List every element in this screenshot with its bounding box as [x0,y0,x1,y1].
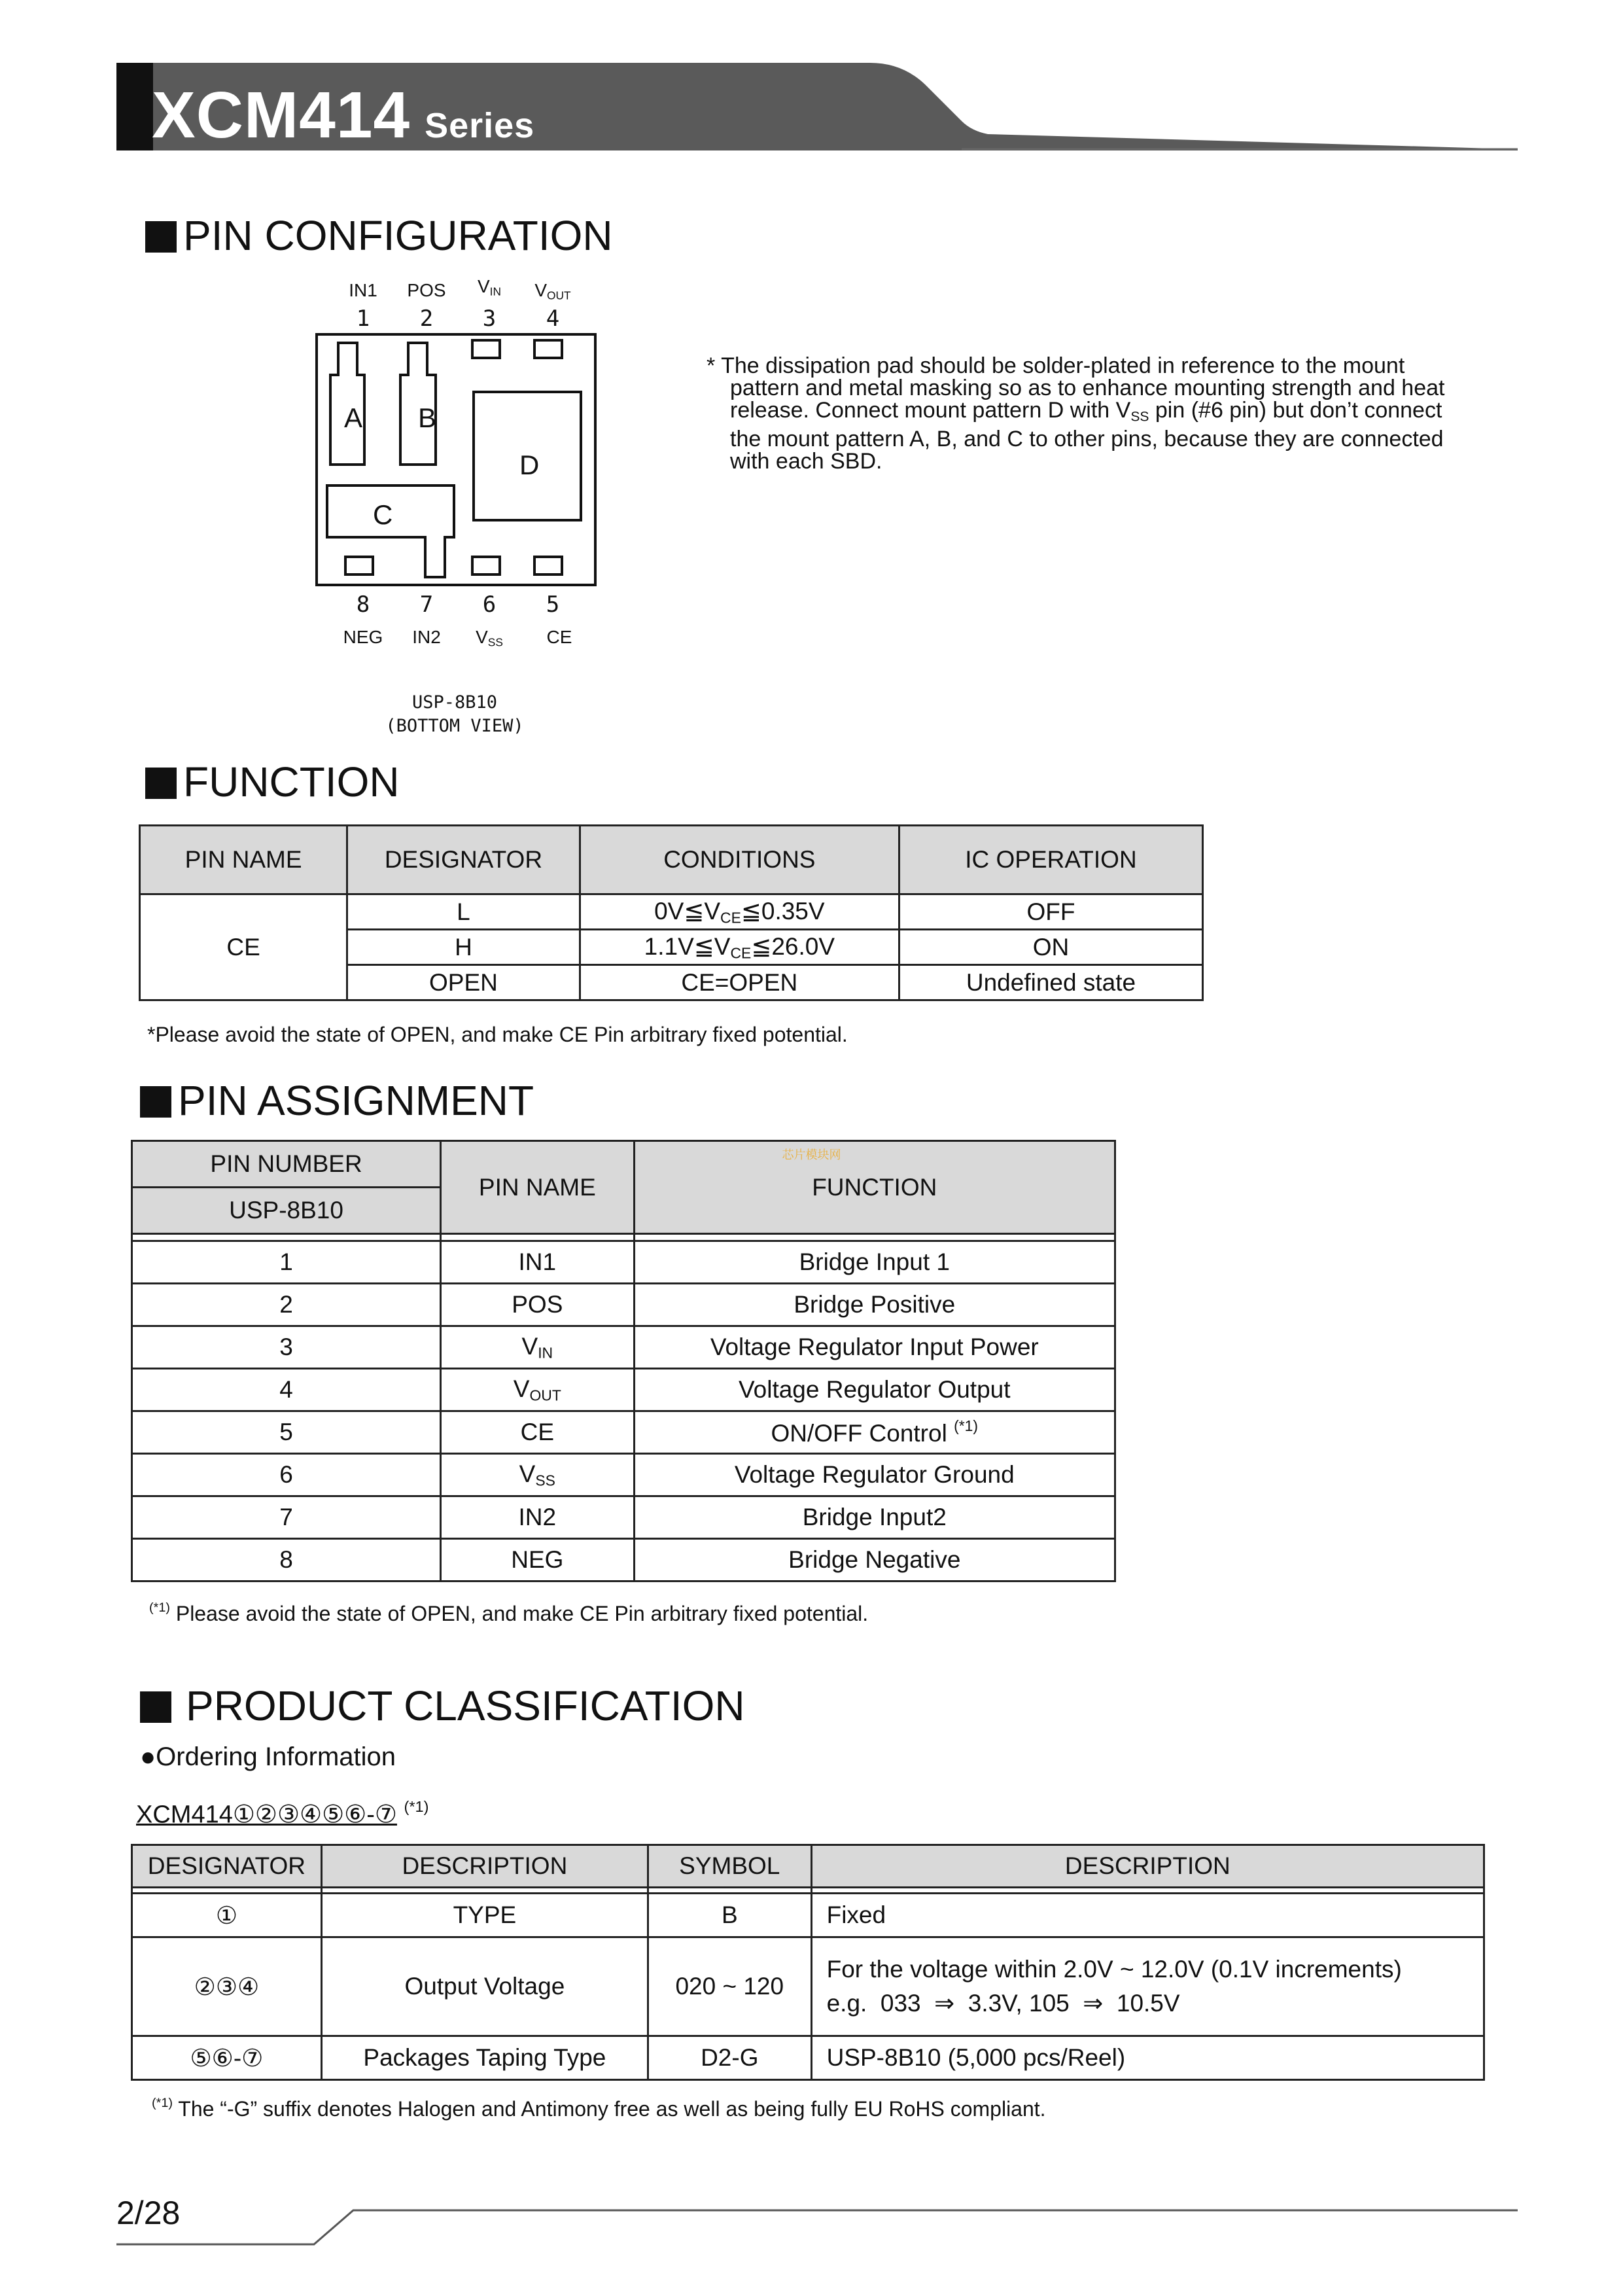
pad-label-d: D [519,450,540,480]
pin-number-3: 3 [482,306,497,332]
pad-label-b: B [418,402,437,433]
table-row: 7 IN2 Bridge Input2 [132,1496,1115,1539]
pin-assignment-heading: PIN ASSIGNMENT [140,1080,534,1122]
header-designator: DESIGNATOR [132,1845,322,1888]
function-heading: FUNCTION [145,761,400,803]
table-row: 8 NEG Bridge Negative [132,1539,1115,1581]
pin-configuration-heading: PIN CONFIGURATION [145,215,613,256]
footer-rule [0,2185,1623,2264]
operation-cell: OFF [899,894,1202,930]
header-ic-operation: IC OPERATION [899,826,1202,894]
pin-label-ce: CE [546,627,572,647]
watermark: 芯片模块网 [782,1148,841,1161]
header-package: USP-8B10 [132,1188,441,1234]
pin-label-vss: $V_{SS}$ [476,627,503,649]
pin-number-4: 4 [546,306,560,332]
condition-cell: CE=OPEN [580,965,899,1000]
table-row: 4 $V_{OUT}$ Voltage Regulator Output [132,1369,1115,1411]
designator-cell: H [347,930,580,965]
pad-label-c: C [373,499,393,530]
pin-label-in2: IN2 [412,627,441,647]
header-pin-number: PIN NUMBER [132,1141,441,1188]
header-description: DESCRIPTION [321,1845,648,1888]
ordering-information-subheading: ●Ordering Information [140,1742,396,1771]
pin-assignment-note: $^{(*1)}$ Please avoid the state of OPEN, and make CE Pin arbitrary fixed potential. [149,1600,869,1625]
pin-label-vout: $V_{OUT}$ [534,280,571,302]
pin-name-ce: CE [140,894,347,1000]
table-row: ②③④ Output Voltage 020 ~ 120 For the voltage within 2.0V ~ 12.0V (0.1V increments) e.g. 033 ⇒ 3.3V, 105 ⇒ 10.5V [132,1937,1484,2036]
header-description-detail: DESCRIPTION [811,1845,1484,1888]
table-row: 6 $V_{SS}$ Voltage Regulator Ground [132,1454,1115,1496]
operation-cell: Undefined state [899,965,1202,1000]
package-bottom-view-diagram [314,327,608,602]
table-row: 2 POS Bridge Positive [132,1284,1115,1326]
condition-cell: $0V≦V_{CE}≦0.35V$ [580,894,899,930]
classification-note: $^{(*1)}$ The “-G” suffix denotes Halogen and Antimony free as well as being fully EU RoHS compliant. [152,2096,1046,2121]
pin-number-6: 6 [482,592,497,618]
condition-cell: $1.1V≦V_{CE}≦26.0V$ [580,930,899,965]
pin-number-5: 5 [546,592,560,618]
header-conditions: CONDITIONS [580,826,899,894]
pin-number-7: 7 [419,592,434,618]
header-pin-name: PIN NAME [140,826,347,894]
function-table [139,824,1204,1001]
header-symbol: SYMBOL [648,1845,811,1888]
table-row: ① TYPE B Fixed [132,1894,1484,1937]
pin-label-neg: NEG [343,627,383,647]
table-row: 3 $V_{IN}$ Voltage Regulator Input Power [132,1326,1115,1369]
dissipation-pad-note: * The dissipation pad should be solder-plated in reference to the mount pattern and metal masking so as to enhance mounting strength and heat release. Connect mount pattern D with $V_{SS}$ pin (#6 pin) but don’t connect the mount pattern A, B, and C to other pins, because they are connected with each SBD. [707,353,1445,474]
function-note: *Please avoid the state of OPEN, and make CE Pin arbitrary fixed potential. [147,1023,848,1046]
pin-number-8: 8 [356,592,370,618]
pin-assignment-table [131,1140,1116,1582]
pin-label-in1: IN1 [349,280,377,300]
designator-cell: L [347,894,580,930]
header-function: 芯片模块网 FUNCTION [634,1141,1115,1234]
package-caption: USP-8B10 (BOTTOM VIEW) [385,692,524,737]
document-title: XCM414 Series [152,79,535,152]
pin-label-vin: $V_{IN}$ [477,276,502,298]
designator-cell: OPEN [347,965,580,1000]
product-classification-heading: PRODUCT CLASSIFICATION [140,1685,745,1727]
ordering-information-table [131,1844,1485,2081]
pad-label-a: A [344,402,363,433]
pin-number-2: 2 [419,306,434,332]
table-row: 1 IN1 Bridge Input 1 [132,1241,1115,1284]
header-designator: DESIGNATOR [347,826,580,894]
operation-cell: ON [899,930,1202,965]
pin-number-1: 1 [356,306,370,332]
header-pin-name: PIN NAME [441,1141,634,1234]
pin-label-pos: POS [407,280,446,300]
table-row: 5 CE ON/OFF Control $^{(*1)}$ [132,1411,1115,1454]
page-number: 2/28 [116,2195,181,2231]
table-row: ⑤⑥-⑦ Packages Taping Type D2-G USP-8B10 (5,000 pcs/Reel) [132,2036,1484,2080]
part-number-code: XCM414①②③④⑤⑥-⑦ $^{(*1)}$ [136,1798,429,1829]
